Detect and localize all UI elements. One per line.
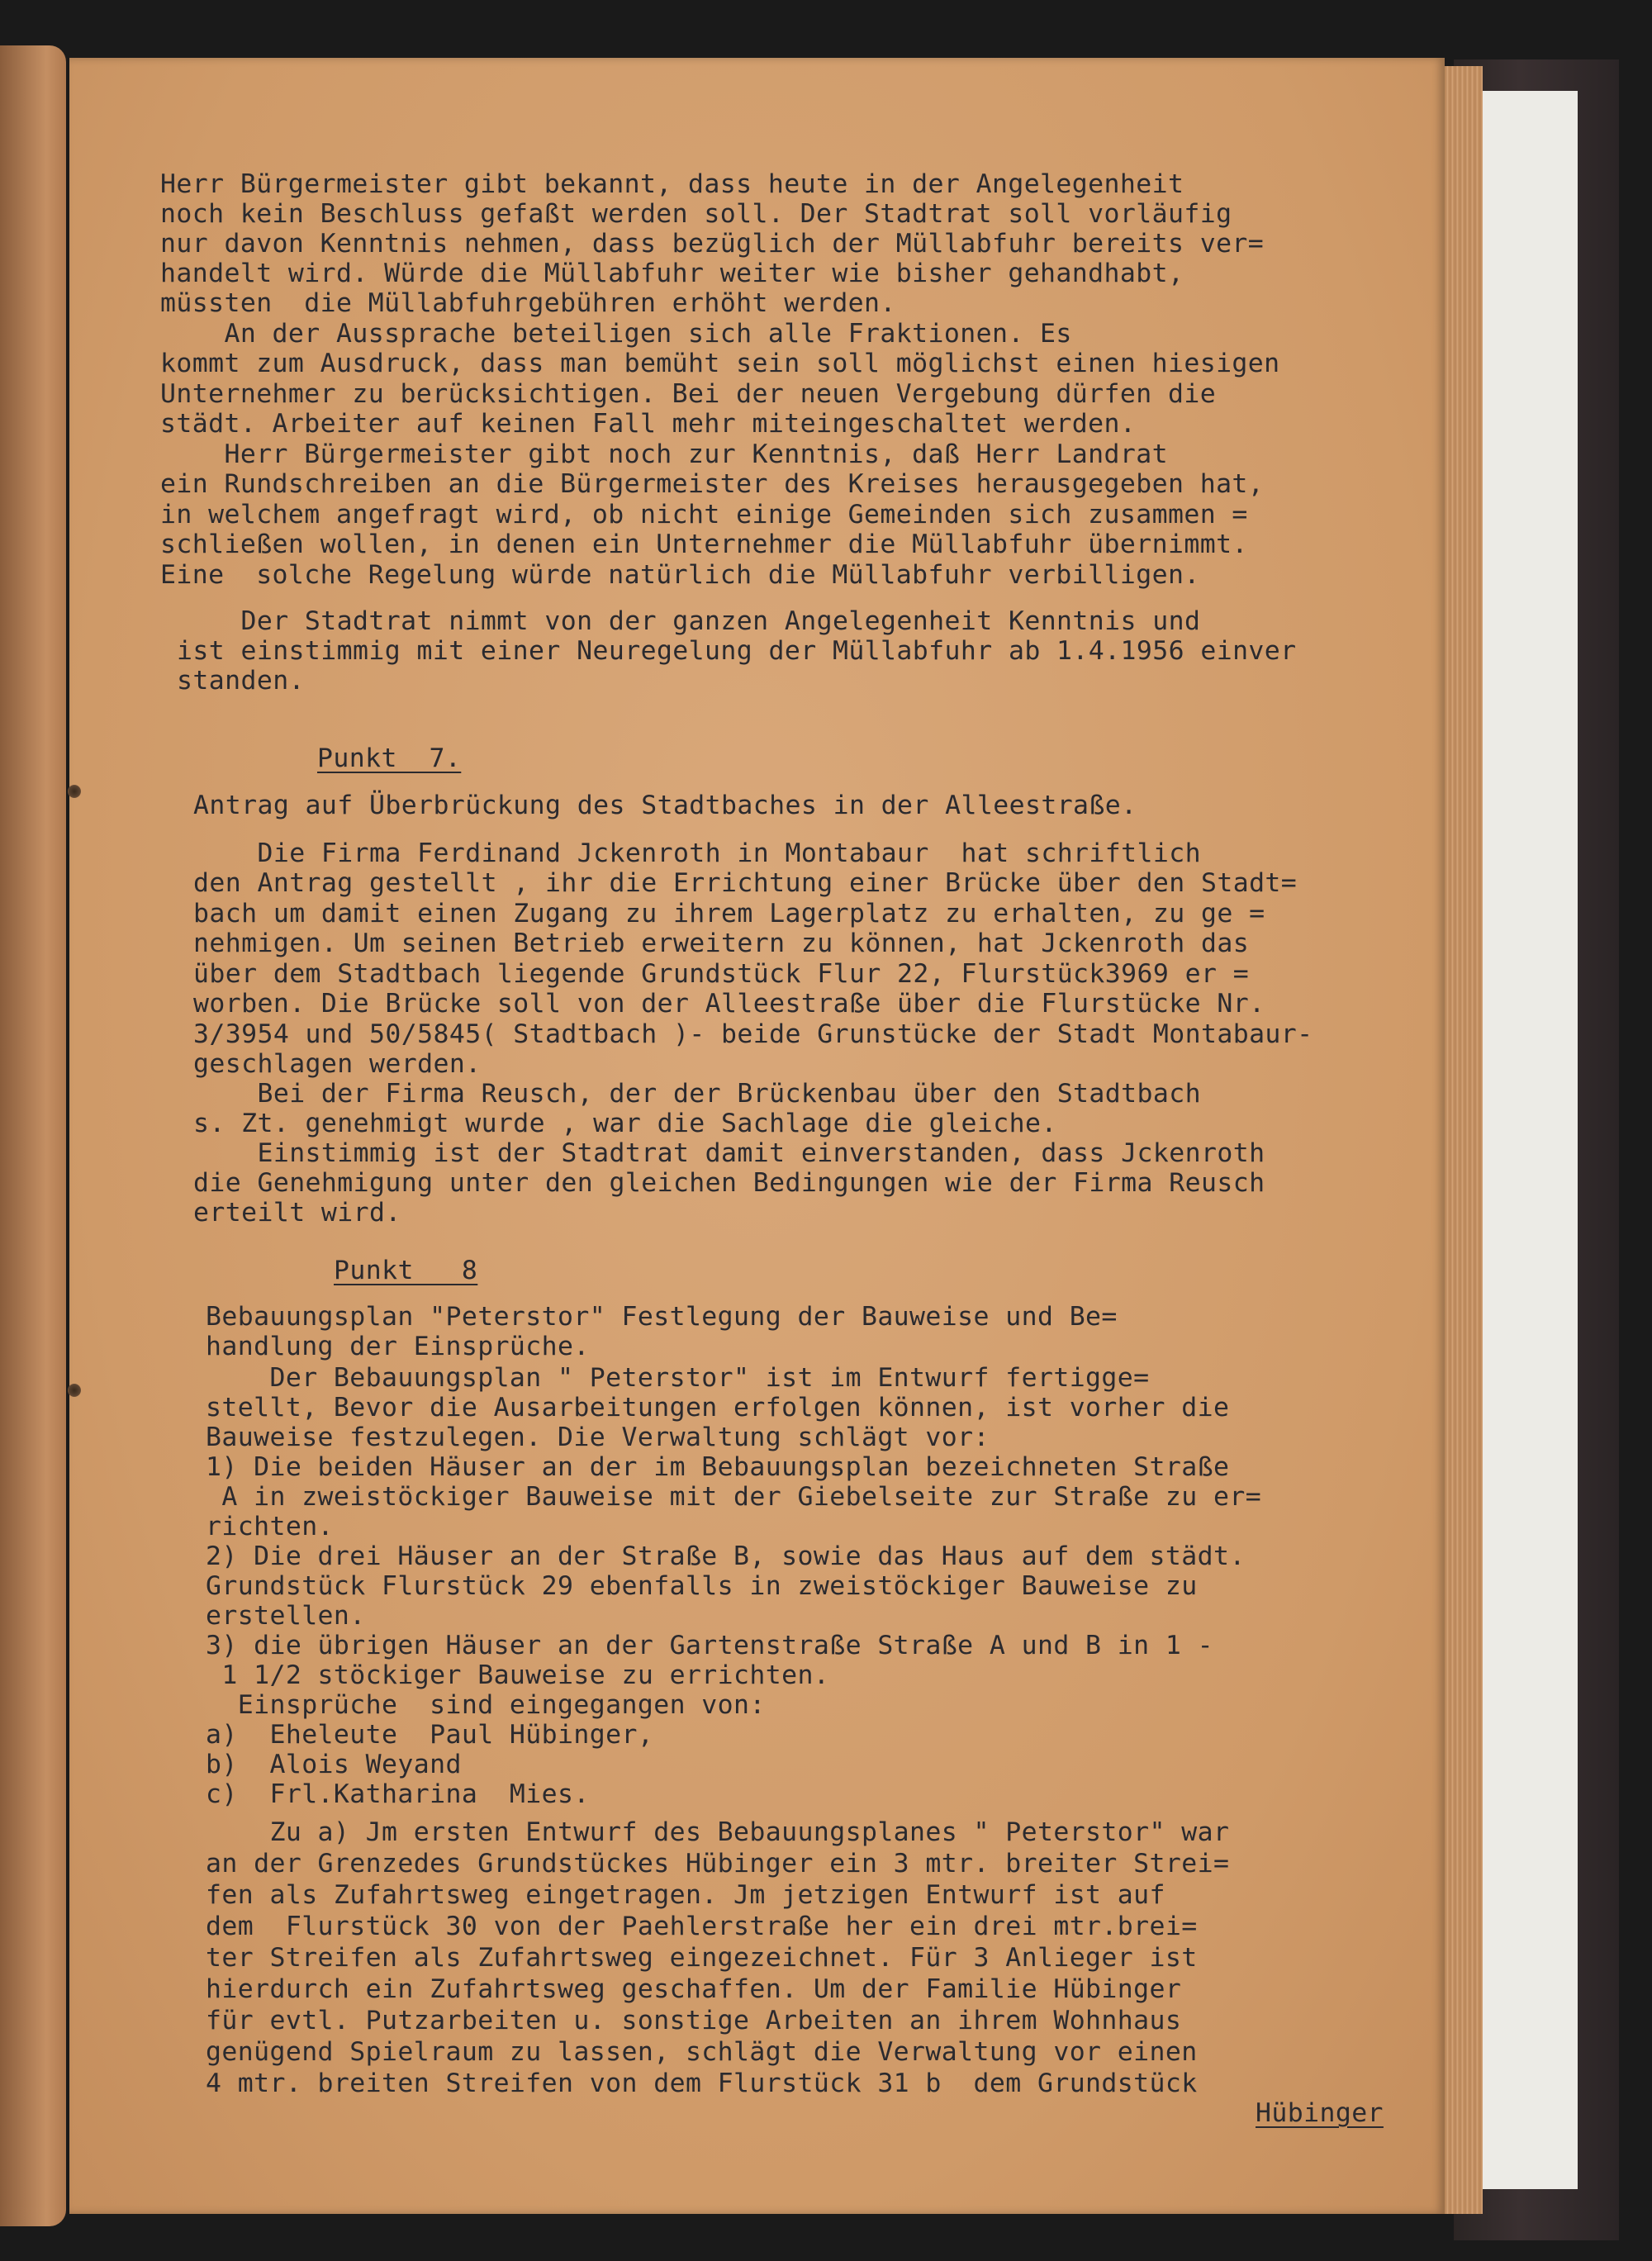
text-line: b) Alois Weyand [206,1750,462,1779]
text-line: handlung der Einsprüche. [206,1332,590,1361]
text-line: handelt wird. Würde die Müllabfuhr weiter wie bisher gehandhabt, [160,259,1184,288]
typewritten-page [69,58,1445,2214]
text-line: den Antrag gestellt , ihr die Errichtung einer Brücke über den Stadt= [193,868,1298,898]
text-line: geschlagen werden. [193,1049,482,1079]
text-line: für evtl. Putzarbeiten u. sonstige Arbeiten an ihrem Wohnhaus [206,2006,1182,2035]
text-line: standen. [177,666,305,696]
text-line: städt. Arbeiter auf keinen Fall mehr miteingeschaltet werden. [160,409,1137,439]
left-page-edge [0,45,66,2226]
punkt-8-heading: Punkt 8 [334,1256,478,1285]
text-line: nehmigen. Um seinen Betrieb erweitern zu können, hat Jckenroth das [193,929,1250,958]
text-line: 3) die übrigen Häuser an der Gartenstraße Straße A und B in 1 - [206,1631,1213,1660]
text-line: richten. [206,1512,334,1541]
text-line: Bei der Firma Reusch, der der Brückenbau über den Stadtbach [193,1079,1201,1109]
text-line: dem Flurstück 30 von der Paehlerstraße her ein drei mtr.brei= [206,1912,1198,1941]
text-line: A in zweistöckiger Bauweise mit der Giebelseite zur Straße zu er= [206,1482,1262,1512]
text-line: 3/3954 und 50/5845( Stadtbach )- beide Grunstücke der Stadt Montabaur- [193,1019,1313,1049]
text-line: in welchem angefragt wird, ob nicht einige Gemeinden sich zusammen = [160,500,1248,530]
punch-hole-bottom [68,1384,81,1397]
text-line: noch kein Beschluss gefaßt werden soll. Der Stadtrat soll vorläufig [160,199,1232,229]
text-line: An der Aussprache beteiligen sich alle Fraktionen. Es [160,319,1072,349]
text-line: c) Frl.Katharina Mies. [206,1779,590,1809]
text-line: Grundstück Flurstück 29 ebenfalls in zweistöckiger Bauweise zu [206,1571,1198,1601]
text-line: fen als Zufahrtsweg eingetragen. Jm jetzigen Entwurf ist auf [206,1880,1165,1910]
text-line: an der Grenzedes Grundstückes Hübinger ein 3 mtr. breiter Strei= [206,1849,1230,1879]
punch-hole-top [68,785,81,798]
text-line: hierdurch ein Zufahrtsweg geschaffen. Um der Familie Hübinger [206,1974,1182,2004]
text-line: stellt, Bevor die Ausarbeitungen erfolgen können, ist vorher die [206,1393,1230,1423]
text-line: ter Streifen als Zufahrtsweg eingezeichnet. Für 3 Anlieger ist [206,1943,1198,1973]
text-line: Zu a) Jm ersten Entwurf des Bebauungsplanes " Peterstor" war [206,1817,1230,1847]
text-line: Herr Bürgermeister gibt bekannt, dass heute in der Angelegenheit [160,169,1184,199]
text-line: erstellen. [206,1601,366,1631]
text-line: nur davon Kenntnis nehmen, dass bezüglich der Müllabfuhr bereits ver= [160,229,1265,259]
text-line: über dem Stadtbach liegende Grundstück Flur 22, Flurstück3969 er = [193,959,1250,989]
text-line: Unternehmer zu berücksichtigen. Bei der neuen Vergebung dürfen die [160,379,1217,409]
text-line: a) Eheleute Paul Hübinger, [206,1720,654,1750]
text-line: worben. Die Brücke soll von der Alleestraße über die Flurstücke Nr. [193,989,1265,1019]
text-line: 1) Die beiden Häuser an der im Bebauungsplan bezeichneten Straße [206,1452,1230,1482]
text-line: Einsprüche sind eingegangen von: [206,1690,766,1720]
text-line: ein Rundschreiben an die Bürgermeister des Kreises herausgegeben hat, [160,469,1265,499]
text-line: 1 1/2 stöckiger Bauweise zu errichten. [206,1660,830,1690]
text-line: 4 mtr. breiten Streifen von dem Flurstück 31 b dem Grundstück [206,2069,1198,2098]
text-line: bach um damit einen Zugang zu ihrem Lagerplatz zu erhalten, zu ge = [193,899,1265,929]
text-line: genügend Spielraum zu lassen, schlägt die Verwaltung vor einen [206,2037,1198,2067]
text-line: müssten die Müllabfuhrgebühren erhöht werden. [160,288,896,318]
text-line: Der Stadtrat nimmt von der ganzen Angelegenheit Kenntnis und [177,606,1201,636]
text-line: Antrag auf Überbrückung des Stadtbaches in der Alleestraße. [193,791,1137,820]
text-line: Die Firma Ferdinand Jckenroth in Montabaur hat schriftlich [193,838,1201,868]
text-line: Einstimmig ist der Stadtrat damit einverstanden, dass Jckenroth [193,1138,1265,1168]
text-line: Bebauungsplan "Peterstor" Festlegung der Bauweise und Be= [206,1302,1118,1332]
punkt-7-heading: Punkt 7. [317,743,462,773]
text-line: die Genehmigung unter den gleichen Bedingungen wie der Firma Reusch [193,1168,1265,1198]
text-line: Herr Bürgermeister gibt noch zur Kenntnis, daß Herr Landrat [160,439,1168,469]
text-line: s. Zt. genehmigt wurde , war die Sachlage die gleiche. [193,1109,1057,1138]
white-backing-sheet [1470,91,1578,2189]
text-line: Bauweise festzulegen. Die Verwaltung schlägt vor: [206,1423,990,1452]
text-line: erteilt wird. [193,1198,401,1228]
text-line: Der Bebauungsplan " Peterstor" ist im Entwurf fertigge= [206,1363,1150,1393]
catchword: Hübinger [1256,2098,1384,2128]
text-line: schließen wollen, in denen ein Unternehmer die Müllabfuhr übernimmt. [160,530,1248,559]
text-line: kommt zum Ausdruck, dass man bemüht sein soll möglichst einen hiesigen [160,349,1280,378]
text-line: Eine solche Regelung würde natürlich die Müllabfuhr verbilligen. [160,560,1200,590]
text-line: 2) Die drei Häuser an der Straße B, sowie das Haus auf dem städt. [206,1541,1246,1571]
text-line: ist einstimmig mit einer Neuregelung der Müllabfuhr ab 1.4.1956 einver [177,636,1297,666]
